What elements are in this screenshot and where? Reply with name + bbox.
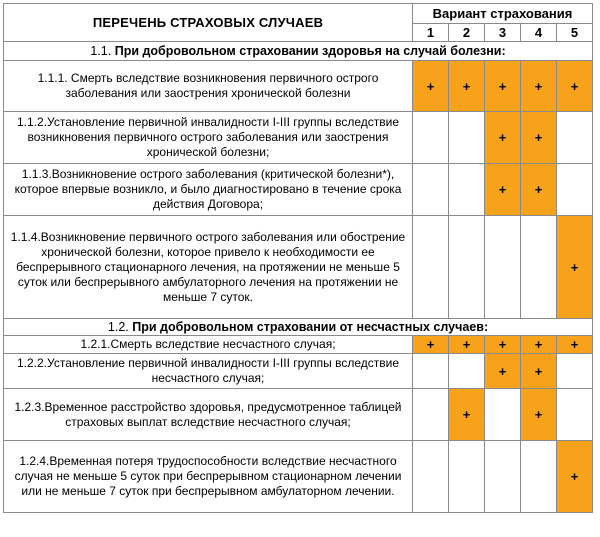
variant-cell-1 xyxy=(413,354,449,389)
variant-cell-2 xyxy=(449,389,485,441)
variant-cell-5 xyxy=(557,112,593,164)
plus-mark: + xyxy=(570,469,579,484)
plus-mark: + xyxy=(498,78,507,94)
variant-cell-1 xyxy=(413,61,449,112)
case-description: 1.2.4.Временная потеря трудоспособности вследствие несчастного случая не меньше 5 суток при беспрерывном стационарном лечении или не меньше 7 суток при беспрерывном амбулаторном лечении. xyxy=(4,441,413,513)
variant-cell-1 xyxy=(413,112,449,164)
plus-mark: + xyxy=(426,78,435,94)
variant-cell-5 xyxy=(557,389,593,441)
variant-cell-5 xyxy=(557,336,593,354)
plus-mark: + xyxy=(534,337,543,352)
variant-cell-1 xyxy=(413,164,449,216)
section-number: 1.2. xyxy=(107,320,129,334)
section-row xyxy=(4,319,593,336)
table-body xyxy=(4,42,593,513)
section-title: При добровольном страховании здоровья на случай болезни: xyxy=(114,44,506,58)
plus-mark: + xyxy=(534,78,543,94)
section-title: При добровольном страховании от несчастных случаев: xyxy=(132,320,489,334)
table-row xyxy=(4,336,593,354)
plus-mark: + xyxy=(534,363,543,379)
section-number: 1.1. xyxy=(90,44,112,58)
table-row xyxy=(4,164,593,216)
variant-cell-3 xyxy=(485,354,521,389)
variant-cell-3 xyxy=(485,164,521,216)
plus-mark: + xyxy=(534,407,543,422)
variant-number-1: 1 xyxy=(413,24,449,42)
variant-cell-4 xyxy=(521,164,557,216)
plus-mark: + xyxy=(498,130,507,145)
variant-cell-2 xyxy=(449,336,485,354)
section-heading xyxy=(4,42,593,61)
plus-mark: + xyxy=(462,337,471,352)
variant-cell-4 xyxy=(521,389,557,441)
variant-cell-5 xyxy=(557,216,593,319)
variant-number-4: 4 xyxy=(521,24,557,42)
variant-cell-3 xyxy=(485,112,521,164)
case-description: 1.2.3.Временное расстройство здоровья, предусмотренное таблицей страховых выплат вследствие несчастного случая; xyxy=(4,389,413,441)
variant-cell-4 xyxy=(521,112,557,164)
variant-cell-5 xyxy=(557,61,593,112)
variant-cell-2 xyxy=(449,164,485,216)
plus-mark: + xyxy=(498,363,507,379)
table-row xyxy=(4,216,593,319)
variant-header: Вариант страхования xyxy=(413,4,593,24)
plus-mark: + xyxy=(570,337,579,352)
variant-cell-1 xyxy=(413,441,449,513)
insurance-cases-table xyxy=(3,3,593,513)
case-description: 1.1.2.Установление первичной инвалидности I-III группы вследствие возникновения первичного острого заболевания или заострения хронической болезни; xyxy=(4,112,413,164)
plus-mark: + xyxy=(534,130,543,145)
variant-cell-2 xyxy=(449,441,485,513)
case-description: 1.1.4.Возникновение первичного острого заболевания или обострение хронической болезни, которое привело к необходимости ее беспрерывного стационарного лечения, на протяжении не меньше 5 суток или беспрерывного амбулаторного лечения на протяжении не меньше 7 суток. xyxy=(4,216,413,319)
variant-cell-2 xyxy=(449,354,485,389)
plus-mark: + xyxy=(426,337,435,352)
variant-number-2: 2 xyxy=(449,24,485,42)
table-title: ПЕРЕЧЕНЬ СТРАХОВЫХ СЛУЧАЕВ xyxy=(4,4,413,42)
section-heading xyxy=(4,319,593,336)
plus-mark: + xyxy=(570,259,579,275)
variant-cell-4 xyxy=(521,216,557,319)
variant-cell-5 xyxy=(557,441,593,513)
variant-cell-1 xyxy=(413,336,449,354)
plus-mark: + xyxy=(462,407,471,422)
table-row xyxy=(4,61,593,112)
case-description: 1.2.2.Установление первичной инвалидности I-III группы вследствие несчастного случая; xyxy=(4,354,413,389)
variant-cell-1 xyxy=(413,389,449,441)
variant-cell-3 xyxy=(485,216,521,319)
variant-cell-4 xyxy=(521,441,557,513)
variant-cell-4 xyxy=(521,61,557,112)
table-row xyxy=(4,354,593,389)
plus-mark: + xyxy=(462,78,471,94)
table-row xyxy=(4,389,593,441)
variant-cell-2 xyxy=(449,61,485,112)
case-description: 1.1.1. Смерть вследствие возникновения первичного острого заболевания или заострения хронической болезни xyxy=(4,61,413,112)
plus-mark: + xyxy=(498,182,507,197)
variant-cell-4 xyxy=(521,336,557,354)
plus-mark: + xyxy=(498,337,507,352)
variant-number-5: 5 xyxy=(557,24,593,42)
variant-cell-3 xyxy=(485,336,521,354)
variant-cell-2 xyxy=(449,112,485,164)
case-description: 1.2.1.Смерть вследствие несчастного случая; xyxy=(4,336,413,354)
variant-cell-2 xyxy=(449,216,485,319)
variant-cell-3 xyxy=(485,441,521,513)
table-row xyxy=(4,112,593,164)
section-row xyxy=(4,42,593,61)
variant-cell-3 xyxy=(485,389,521,441)
variant-cell-4 xyxy=(521,354,557,389)
plus-mark: + xyxy=(534,182,543,197)
variant-cell-3 xyxy=(485,61,521,112)
variant-cell-1 xyxy=(413,216,449,319)
table-row xyxy=(4,441,593,513)
variant-cell-5 xyxy=(557,354,593,389)
plus-mark: + xyxy=(570,78,579,94)
case-description: 1.1.3.Возникновение острого заболевания (критической болезни*), которое впервые возникло, и было диагностировано в течение срока действия Договора; xyxy=(4,164,413,216)
variant-cell-5 xyxy=(557,164,593,216)
variant-number-3: 3 xyxy=(485,24,521,42)
